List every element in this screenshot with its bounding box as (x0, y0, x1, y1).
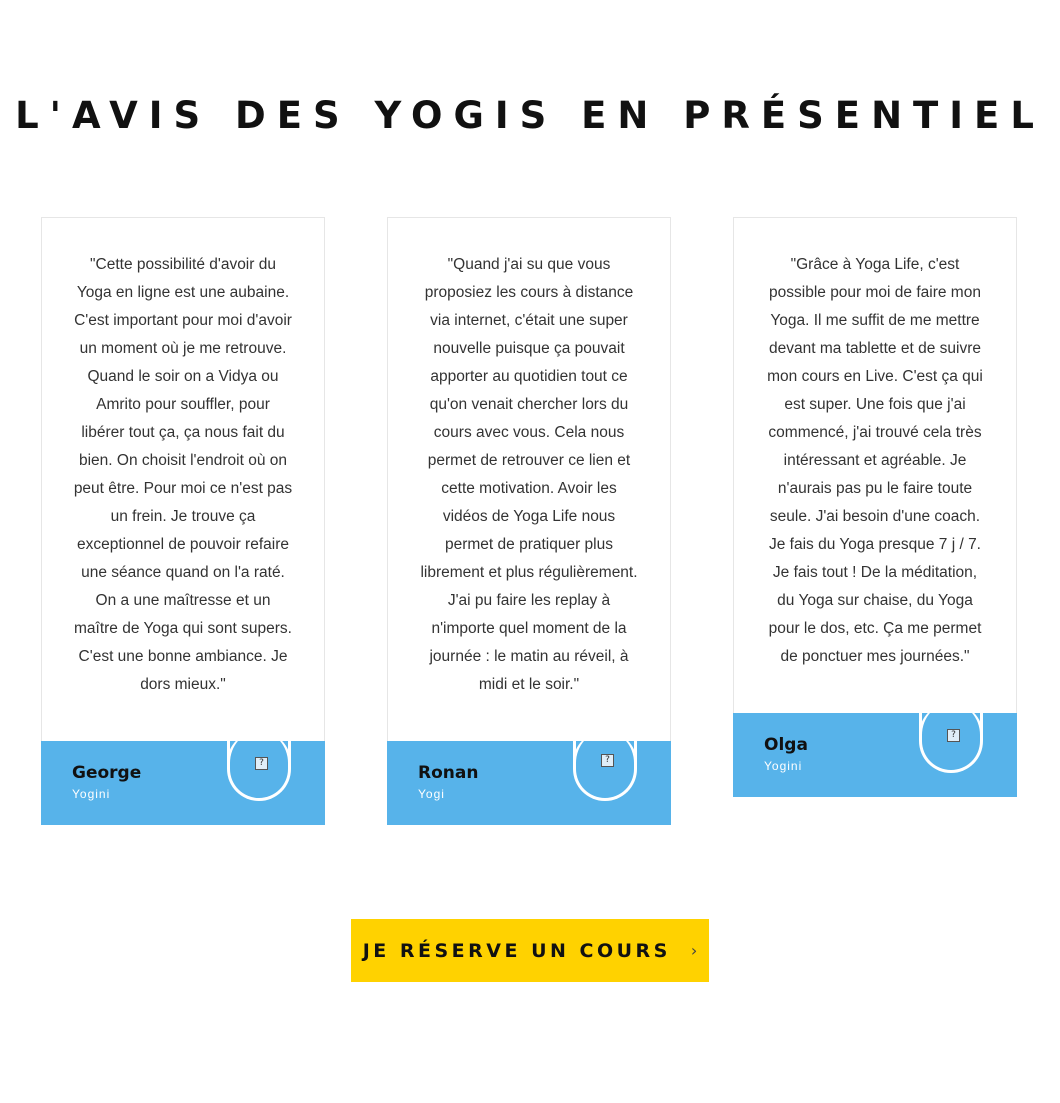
testimonial-card-olga (733, 217, 1017, 797)
section-title: L'AVIS DES YOGIS EN PRÉSENTIEL (15, 94, 1045, 137)
testimonial-card-george (41, 217, 325, 825)
testimonial-author-role: Yogini (72, 787, 111, 801)
broken-image-icon: ? (601, 754, 614, 767)
testimonial-footer (41, 741, 325, 825)
avatar (227, 731, 291, 801)
testimonial-quote: "Quand j'ai su que vous proposiez les cours à distance via internet, c'était une super nouvelle puisque ça pouvait apporter au quotidien tout ce qu'on venait chercher lors du cours avec vous. Cela nous permet de retrouver ce lien et cette motivation. Avoir les vidéos de Yoga Life nous permet de pratiquer plus librement et plus régulièrement. J'ai pu faire les replay à n'importe quel moment de la journée : le matin au réveil, à midi et le soir." (420, 256, 638, 693)
avatar (573, 731, 637, 801)
broken-image-icon: ? (255, 757, 268, 770)
testimonial-author-role: Yogini (764, 759, 803, 773)
avatar (919, 703, 983, 773)
testimonial-author-name: George (72, 763, 142, 783)
testimonial-quote: "Cette possibilité d'avoir du Yoga en ligne est une aubaine. C'est important pour moi d'avoir un moment où je me retrouve. Quand le soir on a Vidya ou Amrito pour souffler, pour libérer tout ça, ça nous fait du bien. On choisit l'endroit où on peut être. Pour moi ce n'est pas un frein. Je trouve ça exceptionnel de pouvoir refaire une séance quand on l'a raté. On a une maîtresse et un maître de Yoga qui sont supers. C'est une bonne ambiance. Je dors mieux." (73, 256, 293, 693)
broken-image-icon: ? (947, 729, 960, 742)
testimonial-quote: "Grâce à Yoga Life, c'est possible pour moi de faire mon Yoga. Il me suffit de me mettre devant ma tablette et de suivre mon cours en Live. C'est ça qui est super. Une fois que j'ai commencé, j'ai trouvé cela très intéressant et agréable. Je n'aurais pas pu le faire toute seule. J'ai besoin d'une coach. Je fais du Yoga presque 7 j / 7. Je fais tout ! De la méditation, du Yoga sur chaise, du Yoga pour le dos, etc. Ça me permet de ponctuer mes journées." (767, 256, 983, 665)
book-class-label: JE RÉSERVE UN COURS (362, 939, 671, 962)
testimonial-author-name: Olga (764, 735, 808, 755)
testimonial-footer (733, 713, 1017, 797)
testimonial-author-role: Yogi (418, 787, 445, 801)
testimonial-card-ronan (387, 217, 671, 825)
book-class-button[interactable] (351, 919, 709, 982)
testimonial-author-name: Ronan (418, 763, 479, 783)
chevron-right-icon: › (690, 941, 698, 960)
testimonial-footer (387, 741, 671, 825)
